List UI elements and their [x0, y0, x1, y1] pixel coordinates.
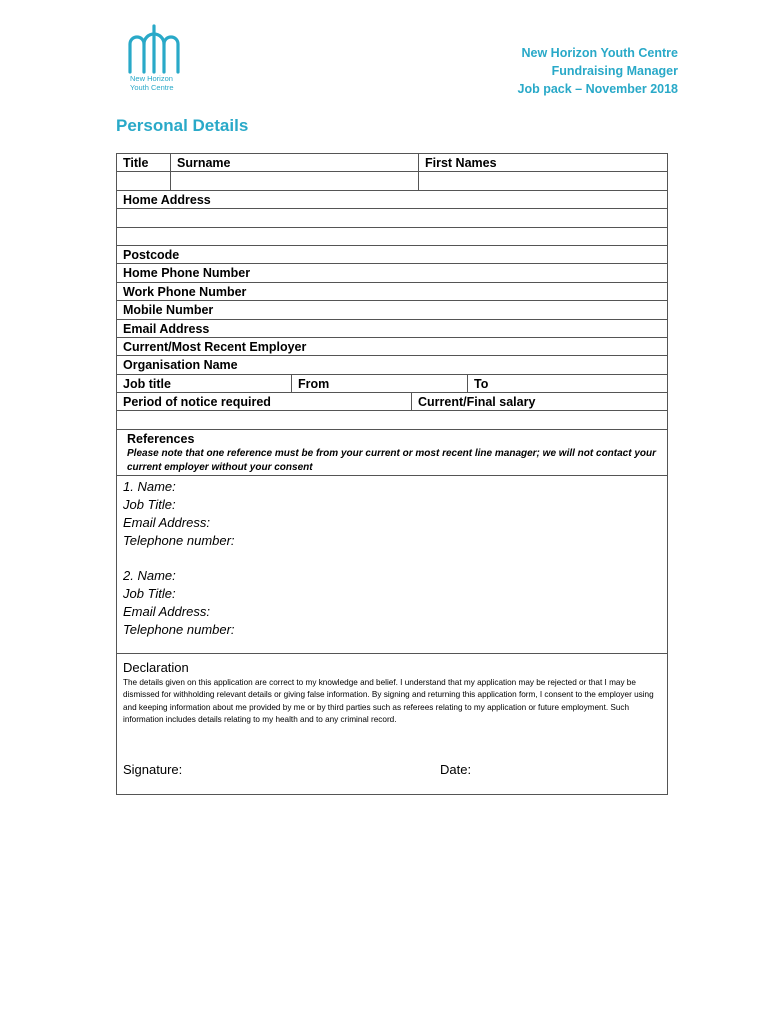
email-row[interactable]	[117, 320, 667, 338]
first-names-label: First Names	[418, 154, 669, 171]
page-title: Personal Details	[116, 116, 249, 135]
postcode-row[interactable]	[117, 246, 667, 264]
mobile-row[interactable]	[117, 301, 667, 319]
signature-label[interactable]: Signature:	[123, 761, 183, 777]
title-field[interactable]	[117, 172, 170, 189]
date-label[interactable]: Date:	[440, 761, 472, 777]
reference-2-email: Email Address:	[123, 603, 210, 619]
mobile-label: Mobile Number	[123, 303, 214, 318]
salary-label[interactable]: Current/Final salary	[411, 393, 669, 410]
from-label[interactable]: From	[291, 375, 467, 392]
reference-1-phone: Telephone number:	[123, 532, 235, 548]
work-phone-label: Work Phone Number	[123, 284, 247, 299]
employer-label: Current/Most Recent Employer	[123, 339, 307, 354]
name-header-row	[117, 154, 667, 172]
notice-salary-row	[117, 393, 667, 411]
reference-1-name: 1. Name:	[123, 478, 176, 494]
references-title: References	[127, 431, 195, 446]
email-label: Email Address	[123, 321, 210, 336]
work-phone-row[interactable]	[117, 283, 667, 301]
notice-label[interactable]: Period of notice required	[123, 395, 271, 410]
surname-field[interactable]	[170, 172, 418, 189]
header-job-pack: Job pack – November 2018	[517, 82, 678, 96]
first-names-field[interactable]	[418, 172, 669, 189]
home-phone-row[interactable]	[117, 264, 667, 282]
header-role: Fundraising Manager	[551, 64, 678, 78]
home-phone-label: Home Phone Number	[123, 266, 251, 281]
references-fields[interactable]	[117, 476, 667, 654]
reference-gap	[123, 550, 661, 567]
reference-2-phone: Telephone number:	[123, 621, 235, 637]
declaration-title: Declaration	[123, 659, 189, 675]
declaration-section	[117, 654, 667, 794]
to-label[interactable]: To	[467, 375, 669, 392]
reference-2-name: 2. Name:	[123, 567, 176, 583]
logo-line-1: New Horizon	[130, 74, 173, 83]
employer-row[interactable]	[117, 338, 667, 356]
references-note: Please note that one reference must be from your current or most recent line manager; we will not contact your current employer without your consent	[127, 447, 657, 473]
logo-text	[130, 74, 174, 92]
reference-1-email: Email Address:	[123, 514, 210, 530]
document-header	[518, 44, 679, 98]
header-organisation: New Horizon Youth Centre	[521, 46, 678, 60]
home-address-row	[117, 191, 667, 209]
home-address-field-2[interactable]	[117, 228, 667, 246]
reference-1-job-title: Job Title:	[123, 496, 176, 512]
surname-label: Surname	[170, 154, 418, 171]
title-label: Title	[123, 156, 149, 170]
personal-details-form	[116, 153, 668, 795]
reference-2-job-title: Job Title:	[123, 585, 176, 601]
logo-line-2: Youth Centre	[130, 83, 174, 92]
references-header	[117, 430, 667, 476]
job-dates-row	[117, 375, 667, 393]
organisation-label: Organisation Name	[123, 358, 238, 373]
logo-mark-icon	[126, 22, 186, 74]
home-address-label: Home Address	[123, 192, 211, 207]
spacer-row	[117, 411, 667, 429]
home-address-field-1[interactable]	[117, 209, 667, 227]
postcode-label: Postcode	[123, 247, 180, 262]
job-title-label[interactable]: Job title	[123, 376, 171, 391]
name-input-row	[117, 172, 667, 190]
declaration-text: The details given on this application are correct to my knowledge and belief. I understand that my application may be rejected or that I may be dismissed for withholding relevant details or giving false information. By signing and returning this application form, I consent to the employer using and keeping information about me provided by me or by third parties such as referees relating to my application or future employment. Such information includes details relating to my health and to any criminal record.	[123, 677, 654, 725]
organisation-row[interactable]	[117, 356, 667, 374]
